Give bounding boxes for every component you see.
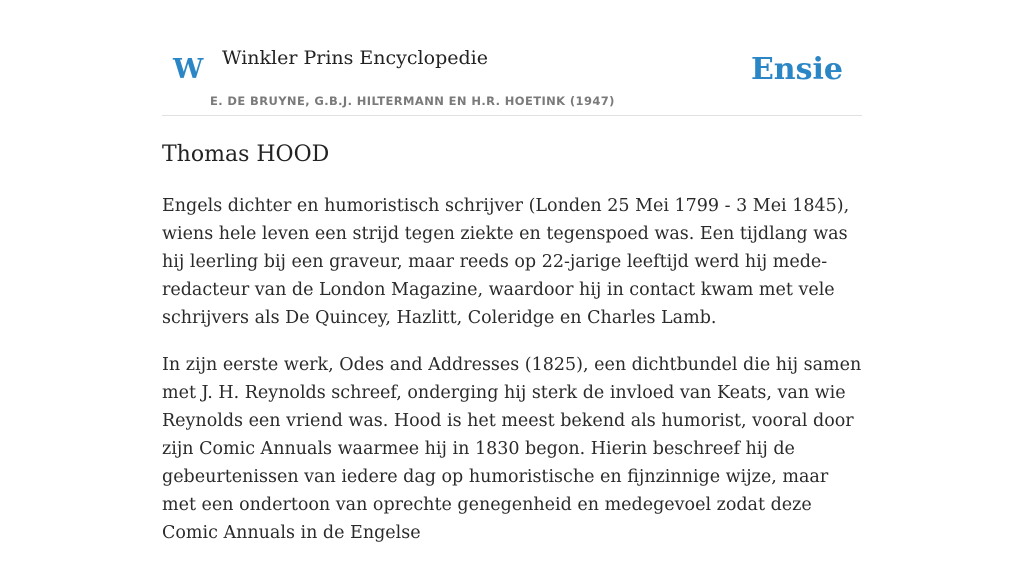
header-divider xyxy=(162,115,862,116)
article-paragraph: In zijn eerste werk, Odes and Addresses (1825), een dichtbundel die hij samen met J. H. Reynolds schreef, onderging hij sterk de invloed van Keats, van wie Reynolds een vriend was. Hood is het meest bekend als humorist, vooral door zijn Comic Annuals waarmee hij in 1830 begon. Hierin beschreef hij de gebeurtenissen van iedere dag op humoristische en fijnzinnige wijze, maar met een ondertoon van oprechte genegenheid en medegevoel zodat deze Comic Annuals in de Engelse xyxy=(162,355,862,543)
article-paragraph: Engels dichter en humoristisch schrijver (Londen 25 Mei 1799 - 3 Mei 1845), wiens hele leven een strijd tegen ziekte en tegenspoed was. Een tijdlang was hij leerling bij een graveur, maar reeds op 22-jarige leeftijd werd hij mede-redacteur van de London Magazine, waardoor hij in contact kwam met vele schrijvers als De Quincey, Hazlitt, Coleridge en Charles Lamb. xyxy=(162,196,850,328)
brand-logo[interactable]: Ensie xyxy=(750,52,843,87)
logo-w-icon[interactable]: W xyxy=(173,54,204,85)
authors-line: E. DE BRUYNE, G.B.J. HILTERMANN EN H.R. HOETINK (1947) xyxy=(210,94,615,108)
site-title[interactable]: Winkler Prins Encyclopedie xyxy=(222,47,488,69)
page-title: Thomas HOOD xyxy=(162,142,330,167)
article-body xyxy=(162,192,862,566)
